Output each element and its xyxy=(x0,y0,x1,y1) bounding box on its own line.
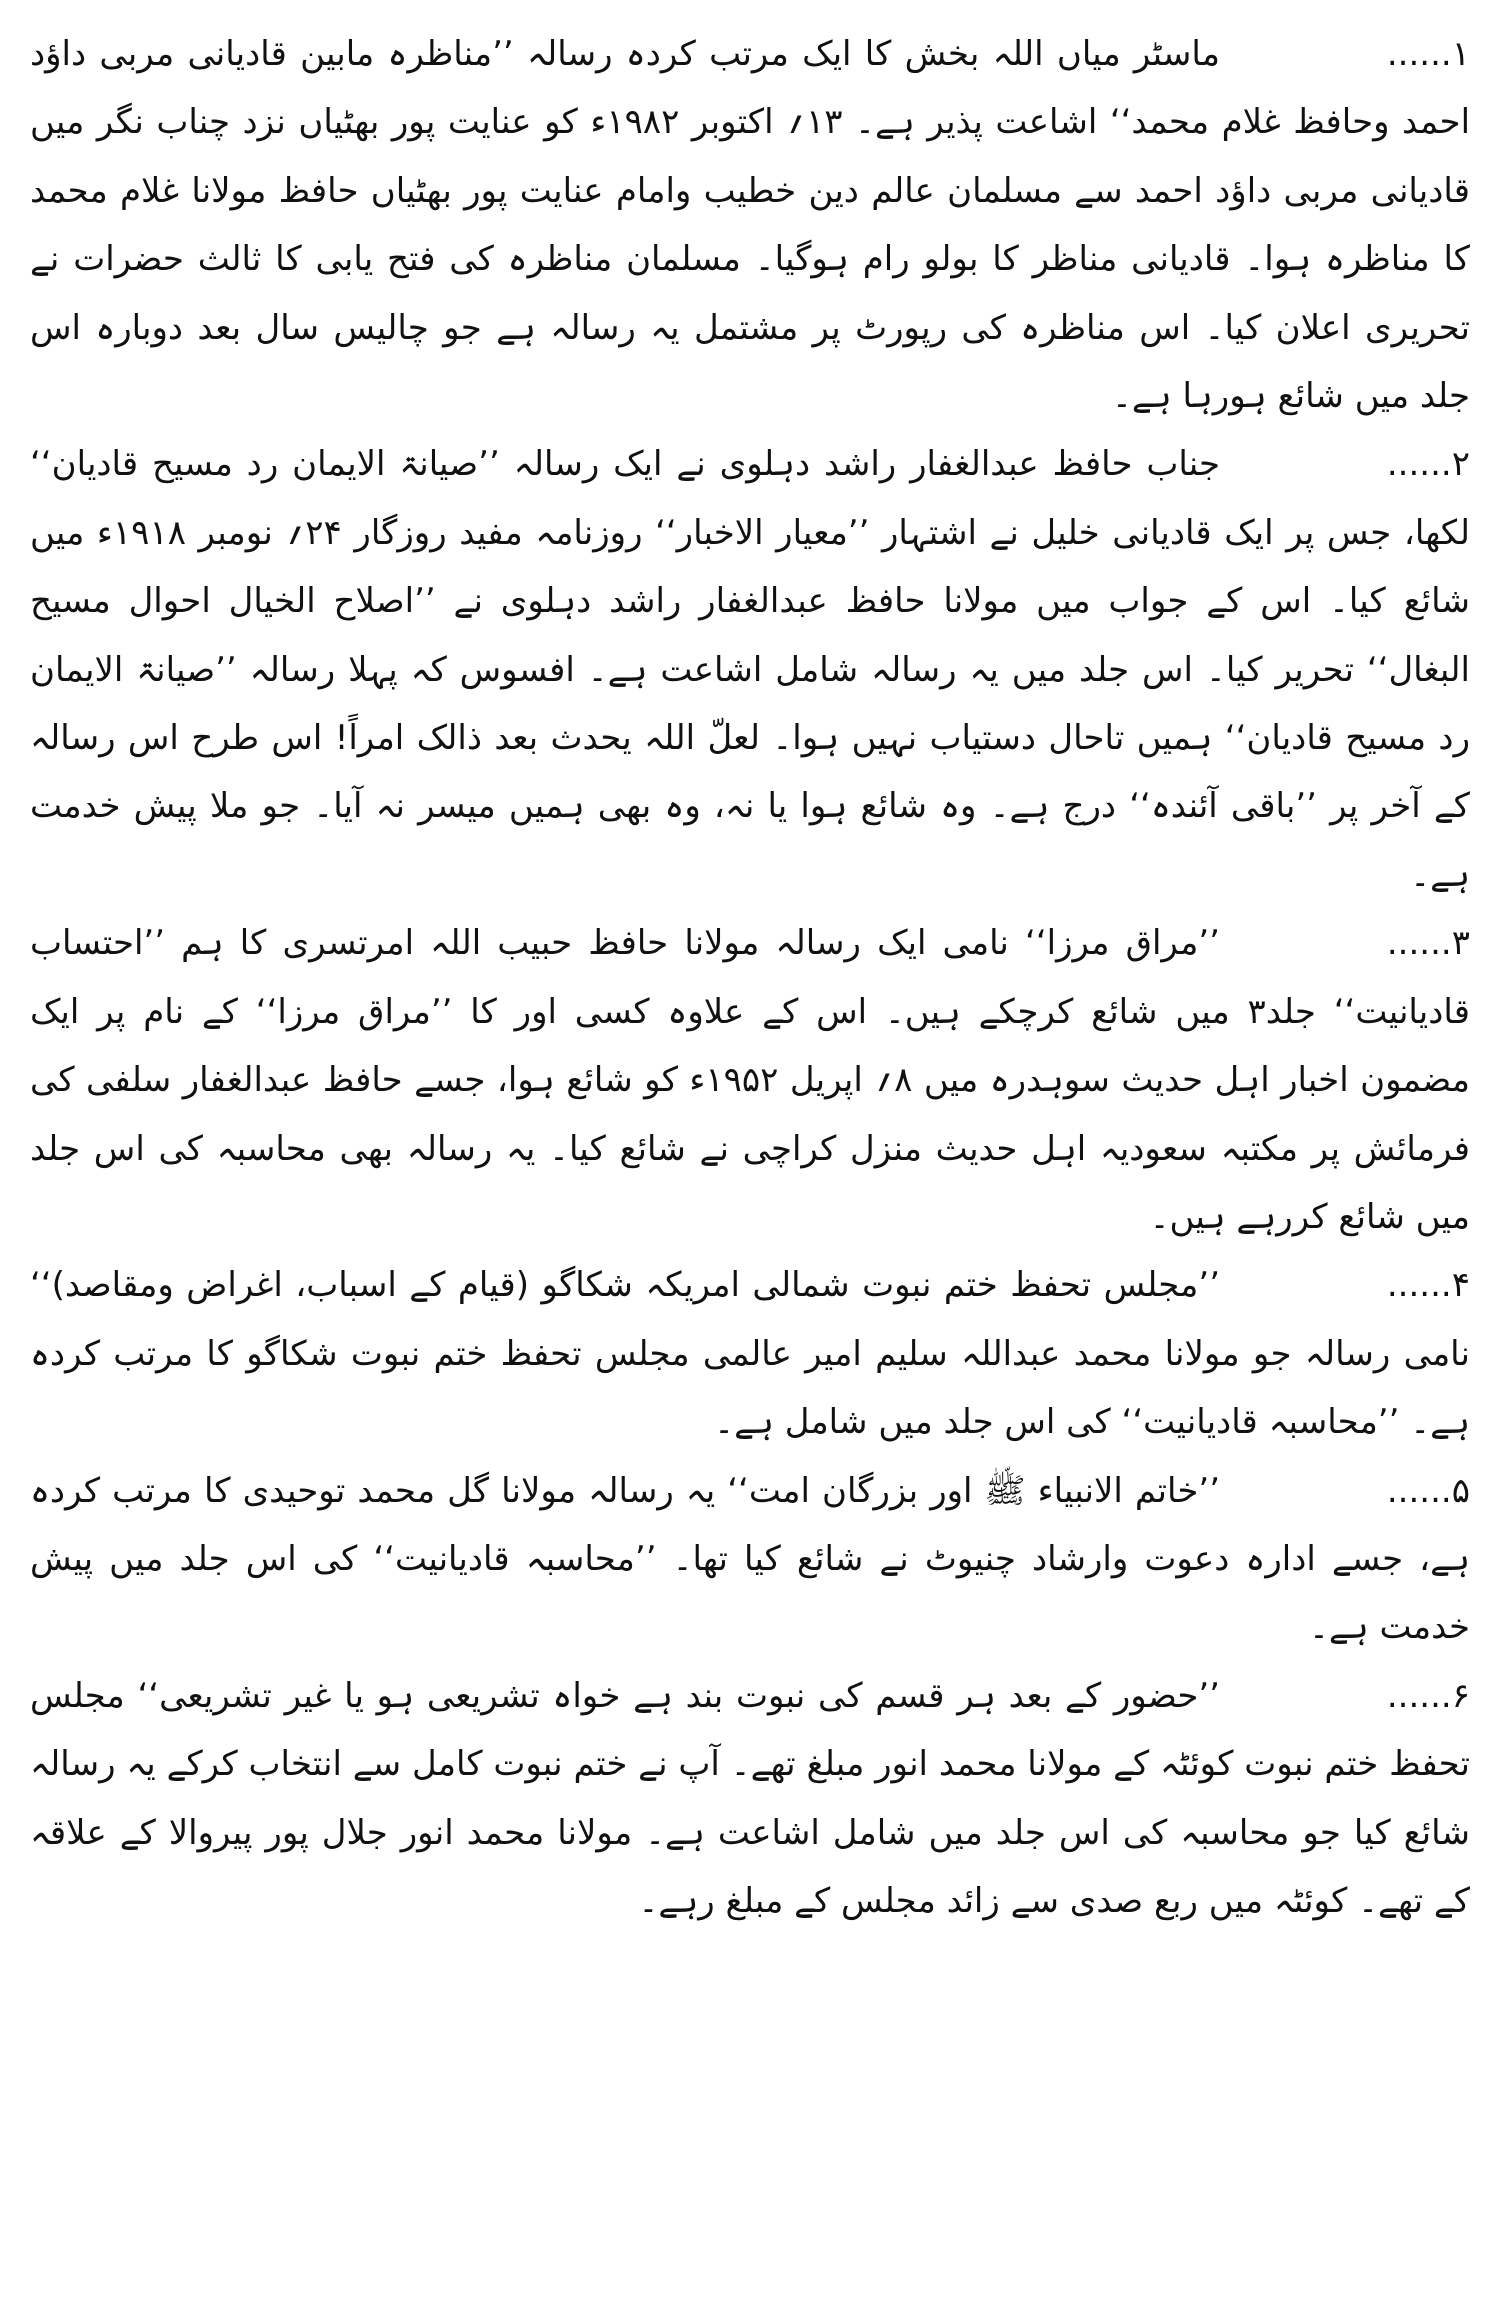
item-number: ۴...... xyxy=(1386,1265,1470,1306)
item-text: جناب حافظ عبدالغفار راشد دہلوی نے ایک رسالہ ’’صیانۃ الایمان رد مسیح قادیان‘‘ لکھا، جس پر ایک قادیانی خلیل نے اشتہار ’’معیار الاخبار‘‘ روزنامہ مفید روزگار ۲۴؍ نومبر ۱۹۱۸ء میں شائع کیا۔ اس کے جواب میں مولانا حافظ عبدالغفار راشد دہلوی نے ’’اصلاح الخیال احوال مسیح البغال‘‘ تحریر کیا۔ اس جلد میں یہ رسالہ شامل اشاعت ہے۔ افسوس کہ پہلا رسالہ ’’صیانۃ الایمان رد مسیح قادیان‘‘ ہمیں تاحال دستیاب نہیں ہوا۔ لعلّ اللہ یحدث بعد ذالک امراً! اس طرح اس رسالہ کے آخر پر ’’باقی آئندہ‘‘ درج ہے۔ وہ شائع ہوا یا نہ، وہ بھی ہمیں میسر نہ آیا۔ جو ملا پیش خدمت ہے۔ xyxy=(30,444,1471,895)
item-number: ۱...... xyxy=(1386,34,1470,74)
item-text: ماسٹر میاں اللہ بخش کا ایک مرتب کردہ رسالہ ’’مناظرہ مابین قادیانی مربی داؤد احمد وحافظ غلام محمد‘‘ اشاعت پذیر ہے۔ ۱۳؍ اکتوبر ۱۹۸۲ء کو عنایت پور بھٹیاں نزد چناب نگر میں قادیانی مربی داؤد احمد سے مسلمان عالم دین خطیب وامام عنایت پور بھٹیاں حافظ مولانا غلام محمد کا مناظرہ ہوا۔ قادیانی مناظر کا بولو رام ہوگیا۔ مسلمان مناظرہ کی فتح یابی کا ثالث حضرات نے تحریری اعلان کیا۔ اس مناظرہ کی رپورٹ پر مشتمل یہ رسالہ ہے جو چالیس سال بعد دوبارہ اس جلد میں شائع ہورہا ہے۔ xyxy=(30,34,1471,417)
list-item-2 xyxy=(30,430,1470,909)
item-text: ’’مجلس تحفظ ختم نبوت شمالی امریکہ شکاگو (قیام کے اسباب، اغراض ومقاصد)‘‘ نامی رسالہ جو مولانا محمد عبداللہ سلیم امیر عالمی مجلس تحفظ ختم نبوت شکاگو کا مرتب کردہ ہے۔ ’’محاسبہ قادیانیت‘‘ کی اس جلد میں شامل ہے۔ xyxy=(30,1265,1470,1443)
item-text: ’’خاتم الانبیاء ﷺ اور بزرگان امت‘‘ یہ رسالہ مولانا گل محمد توحیدی کا مرتب کردہ ہے، جسے ادارہ دعوت وارشاد چنیوٹ نے شائع کیا تھا۔ ’’محاسبہ قادیانیت‘‘ کی اس جلد میں پیش خدمت ہے۔ xyxy=(30,1470,1470,1648)
list-item-5 xyxy=(30,1457,1470,1662)
list-item-6 xyxy=(30,1662,1470,1936)
item-number: ۵...... xyxy=(1386,1470,1470,1511)
list-item-3 xyxy=(30,909,1470,1251)
item-number: ۳...... xyxy=(1386,923,1470,964)
document-page xyxy=(30,20,1470,2290)
item-text: ’’حضور کے بعد ہر قسم کی نبوت بند ہے خواہ تشریعی ہو یا غیر تشریعی‘‘ مجلس تحفظ ختم نبوت کوئٹہ کے مولانا محمد انور مبلغ تھے۔ آپ نے ختم نبوت کامل سے انتخاب کرکے یہ رسالہ شائع کیا جو محاسبہ کی اس جلد میں شامل اشاعت ہے۔ مولانا محمد انور جلال پور پیروالا کے علاقہ کے تھے۔ کوئٹہ میں ربع صدی سے زائد مجلس کے مبلغ رہے۔ xyxy=(30,1675,1470,1921)
item-number: ۶...... xyxy=(1386,1675,1470,1716)
item-number: ۲...... xyxy=(1386,444,1470,485)
list-item-4 xyxy=(30,1251,1470,1456)
item-text: ’’مراق مرزا‘‘ نامی ایک رسالہ مولانا حافظ حبیب اللہ امرتسری کا ہم ’’احتساب قادیانیت‘‘ جلد۳ میں شائع کرچکے ہیں۔ اس کے علاوہ کسی اور کا ’’مراق مرزا‘‘ کے نام پر ایک مضمون اخبار اہل حدیث سوہدرہ میں ۸؍ اپریل ۱۹۵۲ء کو شائع ہوا، جسے حافظ عبدالغفار سلفی کی فرمائش پر مکتبہ سعودیہ اہل حدیث منزل کراچی نے شائع کیا۔ یہ رسالہ بھی محاسبہ کی اس جلد میں شائع کررہے ہیں۔ xyxy=(30,923,1470,1237)
list-item-1 xyxy=(30,20,1470,430)
